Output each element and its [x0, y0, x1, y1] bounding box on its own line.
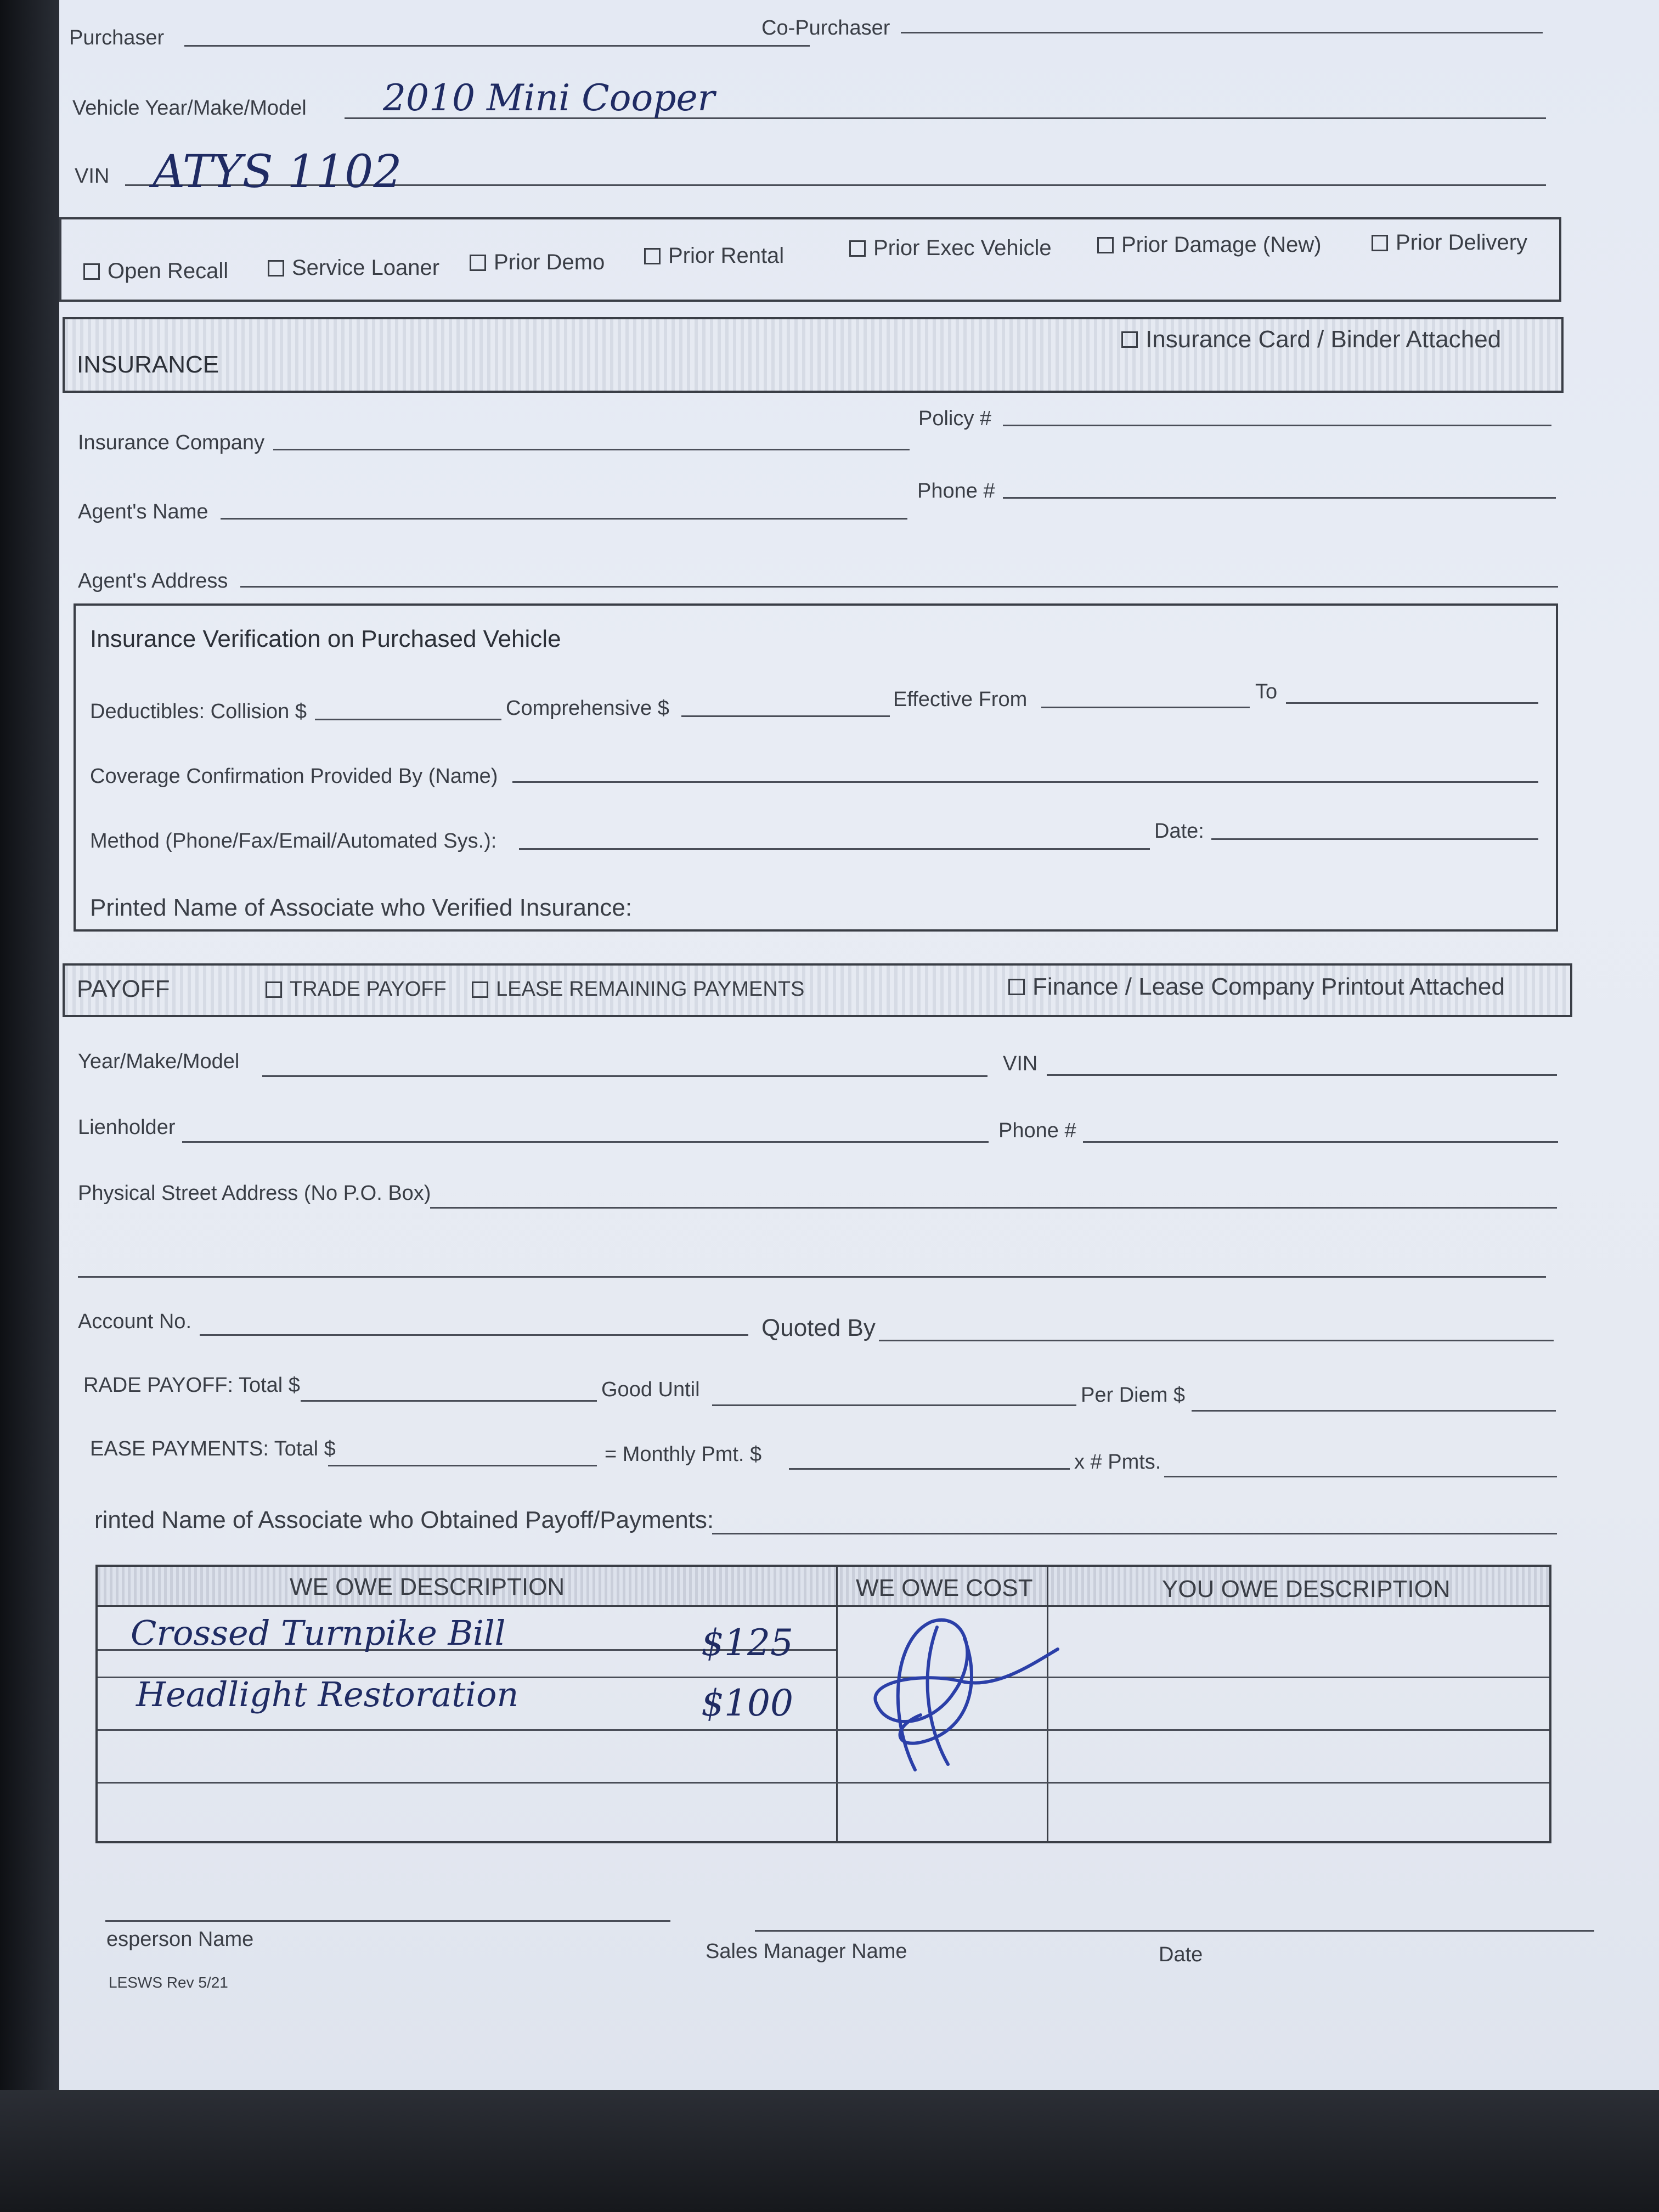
agent-name-line[interactable] [221, 518, 907, 520]
date-label: Date [1159, 1943, 1203, 1966]
checkbox-label: Insurance Card / Binder Attached [1146, 326, 1502, 353]
checkbox-label: Prior Delivery [1396, 230, 1528, 255]
checkbox-service-loaner[interactable] [268, 256, 439, 280]
manager-signature [855, 1605, 1063, 1786]
lienholder-label: Lienholder [78, 1116, 176, 1139]
collision-line[interactable] [315, 719, 501, 720]
payoff-vin-line[interactable] [1047, 1074, 1557, 1076]
checkbox-label: Prior Exec Vehicle [873, 236, 1052, 260]
co-purchaser-label: Co-Purchaser [761, 16, 890, 40]
account-no-line[interactable] [200, 1334, 748, 1336]
to-line[interactable] [1286, 702, 1538, 704]
payoff-vin-label: VIN [1003, 1052, 1038, 1075]
insurance-phone-label: Phone # [917, 479, 995, 503]
table-row-divider [98, 1729, 1549, 1731]
trade-total-label: RADE PAYOFF: Total $ [83, 1374, 300, 1397]
checkbox-trade-payoff[interactable] [266, 978, 447, 1001]
quoted-by-label: Quoted By [761, 1314, 876, 1341]
vin-label: VIN [75, 165, 110, 188]
checkbox-label: Finance / Lease Company Printout Attached [1032, 973, 1505, 1000]
deductibles-label: Deductibles: Collision $ [90, 700, 307, 723]
checkbox-label: Service Loaner [292, 256, 440, 280]
obtained-by-line[interactable] [712, 1533, 1557, 1534]
checkbox-icon [472, 981, 488, 998]
insurance-phone-line[interactable] [1003, 497, 1556, 499]
co-purchaser-line[interactable] [901, 32, 1543, 33]
payoff-ymm-line[interactable] [262, 1075, 988, 1077]
lease-total-line[interactable] [328, 1465, 597, 1466]
col-we-owe-description: WE OWE DESCRIPTION [290, 1573, 565, 1600]
row-2-cost: $100 [701, 1682, 793, 1724]
obtained-by-label: rinted Name of Associate who Obtained Payoff/Payments: [94, 1506, 714, 1533]
agent-address-label: Agent's Address [78, 569, 228, 592]
sales-manager-label: Sales Manager Name [706, 1940, 907, 1963]
quoted-by-line[interactable] [879, 1340, 1554, 1341]
trade-total-line[interactable] [301, 1400, 597, 1402]
verification-title: Insurance Verification on Purchased Vehicle [90, 625, 561, 652]
checkbox-prior-demo[interactable] [470, 250, 605, 275]
checkbox-printout-attached[interactable] [1008, 973, 1505, 1001]
purchaser-label: Purchaser [69, 26, 165, 49]
checkbox-icon [83, 263, 100, 280]
checkbox-label: Open Recall [108, 259, 229, 283]
payoff-ymm-label: Year/Make/Model [78, 1050, 240, 1073]
policy-line[interactable] [1003, 425, 1551, 426]
comprehensive-label: Comprehensive $ [506, 697, 669, 720]
checkbox-icon [266, 981, 282, 998]
policy-label: Policy # [918, 407, 992, 430]
payoff-phone-label: Phone # [998, 1119, 1076, 1142]
verification-date-label: Date: [1154, 820, 1204, 843]
vin-handwritten: ATYS 1102 [153, 146, 402, 198]
lienholder-line[interactable] [182, 1141, 989, 1143]
checkbox-prior-rental[interactable] [644, 244, 784, 268]
account-no-label: Account No. [78, 1310, 191, 1333]
checkbox-icon [268, 260, 284, 276]
salesperson-line[interactable] [105, 1920, 670, 1922]
effective-from-label: Effective From [893, 688, 1028, 711]
manager-line[interactable] [755, 1930, 1594, 1932]
table-row-divider [98, 1782, 1549, 1784]
effective-from-line[interactable] [1041, 707, 1250, 708]
checkbox-label: Prior Demo [494, 250, 605, 274]
checkbox-insurance-card[interactable] [1121, 326, 1501, 353]
checkbox-label: Prior Rental [668, 244, 785, 268]
purchaser-line[interactable] [184, 45, 810, 47]
monthly-pmt-label: = Monthly Pmt. $ [605, 1443, 762, 1466]
background-left [0, 0, 59, 2212]
method-label: Method (Phone/Fax/Email/Automated Sys.): [90, 830, 497, 853]
checkbox-icon [849, 240, 866, 257]
street-address-line[interactable] [430, 1207, 1557, 1209]
checkbox-lease-remaining[interactable] [472, 978, 804, 1001]
method-line[interactable] [519, 848, 1150, 850]
checkbox-icon [1121, 331, 1138, 348]
insurance-title: INSURANCE [77, 351, 219, 378]
street-address-label: Physical Street Address (No P.O. Box) [78, 1182, 431, 1205]
col-divider-1 [836, 1567, 838, 1841]
to-label: To [1255, 680, 1278, 703]
salesperson-label: esperson Name [106, 1928, 254, 1951]
coverage-line[interactable] [512, 781, 1538, 783]
vehicle-label: Vehicle Year/Make/Model [72, 97, 307, 120]
checkbox-prior-damage[interactable] [1097, 233, 1322, 257]
form-code: LESWS Rev 5/21 [109, 1974, 228, 1991]
good-until-line[interactable] [712, 1404, 1076, 1406]
row-1-description: Crossed Turnpike Bill [131, 1613, 506, 1653]
checkbox-icon [1008, 979, 1025, 995]
payoff-title: PAYOFF [77, 975, 170, 1002]
checkbox-label: Prior Damage (New) [1121, 233, 1322, 257]
checkbox-prior-exec-vehicle[interactable] [849, 236, 1052, 261]
verified-by-label: Printed Name of Associate who Verified Insurance: [90, 894, 633, 921]
verification-date-line[interactable] [1211, 838, 1538, 840]
col-you-owe-description: YOU OWE DESCRIPTION [1162, 1576, 1451, 1602]
street-address-line-2[interactable] [78, 1276, 1546, 1278]
checkbox-icon [644, 248, 661, 264]
monthly-pmt-line[interactable] [789, 1468, 1070, 1470]
num-pmts-line[interactable] [1164, 1476, 1557, 1477]
checkbox-label: LEASE REMAINING PAYMENTS [496, 978, 805, 1001]
insurance-company-label: Insurance Company [78, 431, 265, 454]
checkbox-icon [1372, 235, 1388, 251]
we-owe-table [95, 1565, 1551, 1843]
per-diem-line[interactable] [1192, 1410, 1556, 1412]
insurance-company-line[interactable] [273, 449, 910, 450]
checkbox-label: TRADE PAYOFF [290, 978, 447, 1001]
lease-total-label: EASE PAYMENTS: Total $ [90, 1437, 336, 1460]
coverage-label: Coverage Confirmation Provided By (Name) [90, 765, 498, 788]
row-1-cost: $125 [701, 1622, 793, 1664]
good-until-label: Good Until [601, 1378, 700, 1401]
row-2-description: Headlight Restoration [136, 1674, 519, 1714]
comprehensive-line[interactable] [681, 715, 890, 717]
checkbox-icon [470, 255, 486, 271]
payoff-phone-line[interactable] [1083, 1141, 1558, 1143]
checkbox-open-recall[interactable] [83, 259, 228, 284]
agent-name-label: Agent's Name [78, 500, 208, 523]
checkbox-icon [1097, 237, 1114, 253]
checkbox-prior-delivery[interactable] [1372, 230, 1527, 255]
vehicle-handwritten: 2010 Mini Cooper [383, 77, 715, 119]
paper-form [59, 0, 1659, 2090]
num-pmts-label: x # Pmts. [1074, 1451, 1161, 1474]
col-we-owe-cost: WE OWE COST [856, 1575, 1033, 1601]
agent-address-line[interactable] [240, 586, 1558, 588]
background-bottom [0, 2090, 1659, 2212]
per-diem-label: Per Diem $ [1081, 1384, 1186, 1407]
